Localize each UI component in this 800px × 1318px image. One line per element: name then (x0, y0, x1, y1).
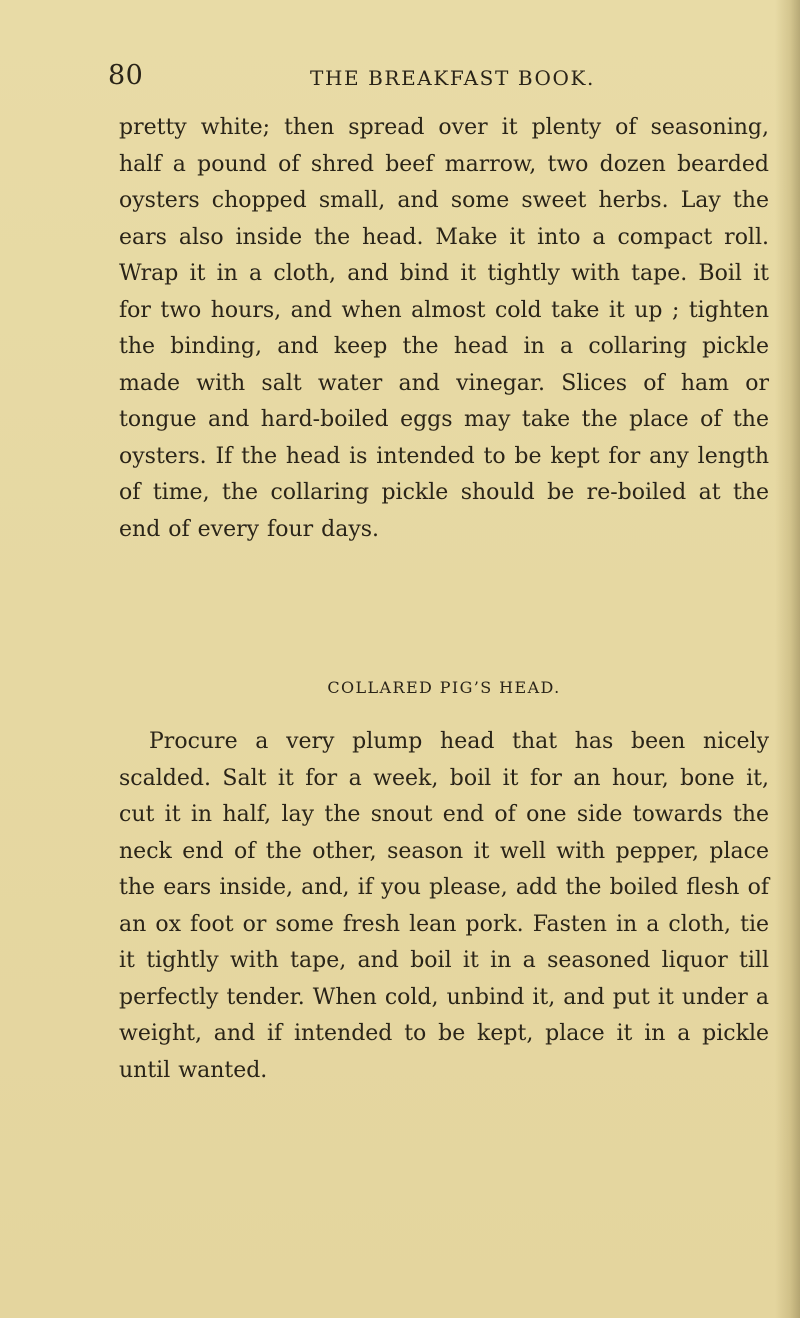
recipe-heading: COLLARED PIG’S HEAD. (327, 678, 561, 697)
running-head-title: THE BREAKFAST BOOK. (310, 66, 596, 90)
continued-paragraph: pretty white; then spread over it plenty of seasoning, half a pound of shred beef marrow, two dozen bearded oysters chopped small, and some sweet herbs. Lay the ears also inside the head. Make it into a compact roll. Wrap it in a cloth, and bind it tightly with tape. Boil it for two hours, and when almost cold take it up ; tighten the binding, and keep the head in a collaring pickle made with salt water and vinegar. Slices of ham or tongue and hard-boiled eggs may take the place of the oysters. If the head is intended to be kept for any length of time, the collaring pickle should be re-boiled at the end of every four days. (119, 115, 769, 542)
running-head (108, 58, 768, 94)
recipe-body: Procure a very plump head that has been nicely scalded. Salt it for a week, boil it for an hour, bone it, cut it in half, lay the snout end of one side towards the neck end of the other, season it well with pepper, place the ears inside, and, if you please, add the boiled flesh of an ox foot or some fresh lean pork. Fasten in a cloth, tie it tightly with tape, and boil it in a seasoned liquor till perfectly tender. When cold, unbind it, and put it under a weight, and if intended to be kept, place it in a pickle until wanted. (119, 729, 769, 1083)
page-number: 80 (108, 60, 144, 91)
